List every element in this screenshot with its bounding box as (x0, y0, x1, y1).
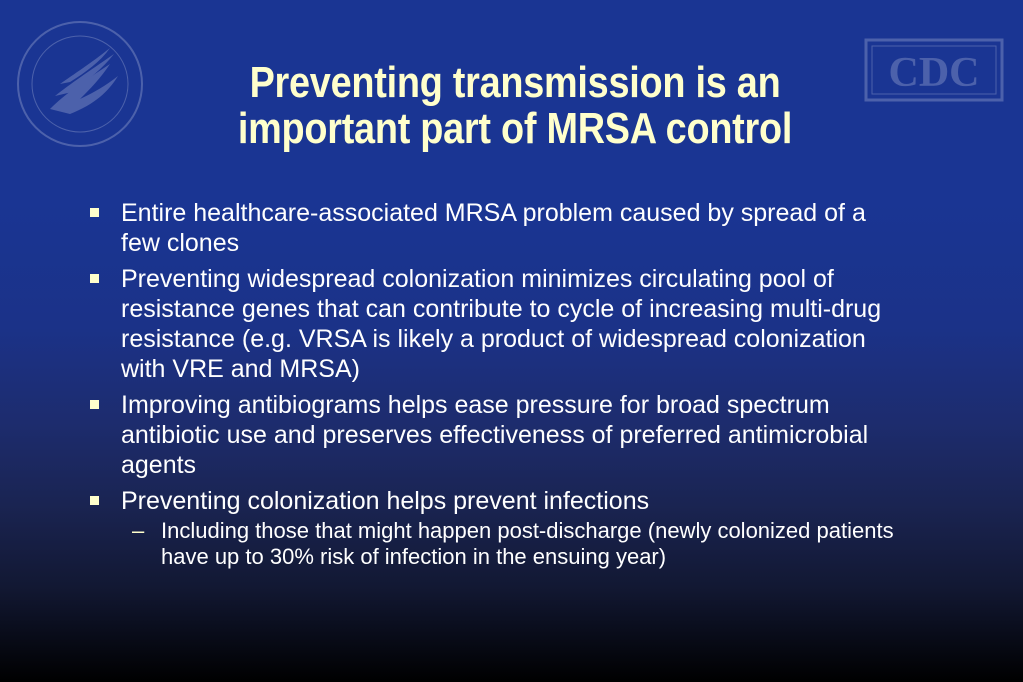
sub-bullet-item (121, 518, 908, 570)
dash-bullet-icon: – (132, 518, 145, 543)
bullet-item (88, 486, 908, 570)
sub-bullet-list (121, 518, 908, 570)
bullet-text: Preventing widespread colonization minimizes circulating pool of resistance genes that can contribute to cycle of increasing multi-drug resistance (e.g. VRSA is likely a product of widespread colonization with VRE and MRSA) (121, 265, 882, 383)
bullet-item (88, 198, 908, 258)
hhs-eagle-logo (10, 14, 150, 154)
title-line-2: important part of MRSA control (237, 104, 793, 153)
cdc-logo (864, 38, 1010, 104)
bullet-item (88, 264, 908, 384)
square-bullet-icon (90, 496, 99, 505)
bullet-text: Improving antibiograms helps ease pressure for broad spectrum antibiotic use and preserves effectiveness of preferred antimicrobial agents (121, 391, 869, 479)
title-line-1: Preventing transmission is an (249, 58, 781, 107)
square-bullet-icon (90, 274, 99, 283)
cdc-logo-text: CDC (888, 50, 980, 96)
bullet-text: Entire healthcare-associated MRSA problem caused by spread of a few clones (121, 199, 866, 257)
square-bullet-icon (90, 208, 99, 217)
sub-bullet-text: Including those that might happen post-discharge (newly colonized patients have up to 30% risk of infection in the ensuing year) (161, 518, 894, 569)
square-bullet-icon (90, 400, 99, 409)
bullet-list (88, 198, 908, 576)
bullet-text: Preventing colonization helps prevent infections (121, 487, 650, 515)
bullet-item (88, 390, 908, 480)
slide-title (175, 60, 854, 152)
